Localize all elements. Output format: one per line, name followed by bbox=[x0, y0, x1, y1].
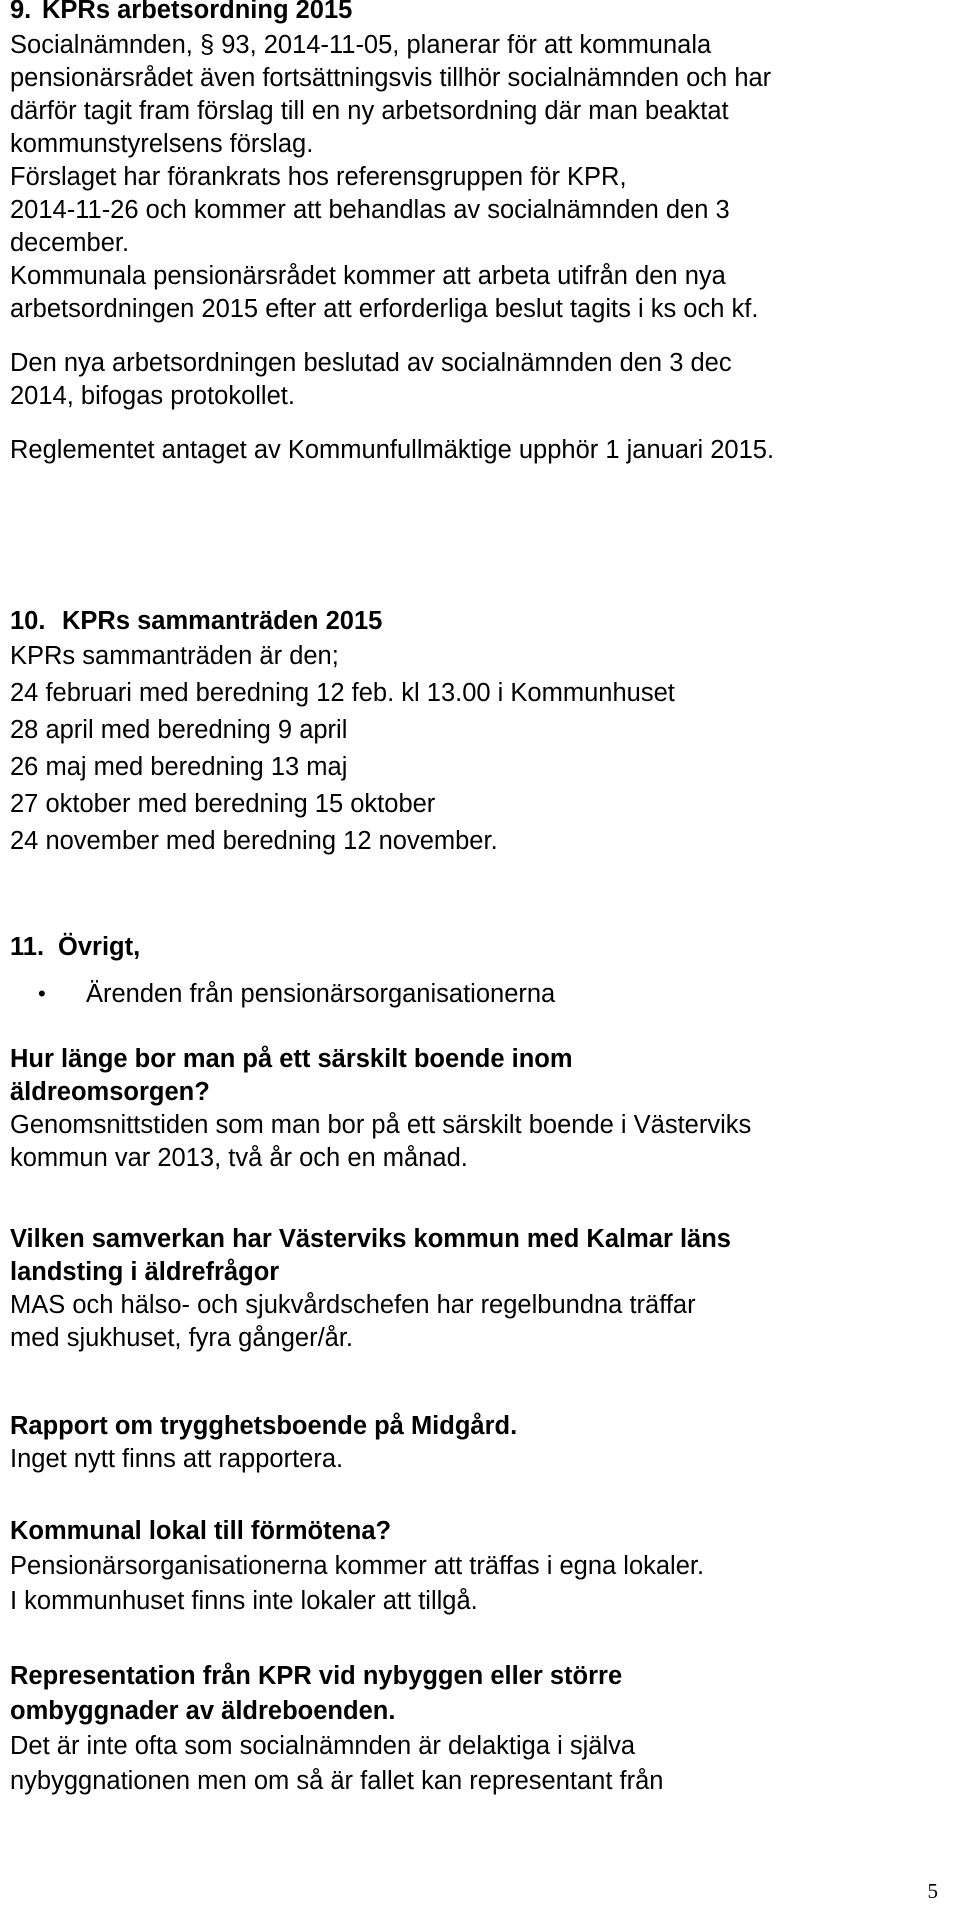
section-9-line: 2014-11-26 och kommer att behandlas av socialnämnden den 3 bbox=[10, 196, 730, 224]
topic-heading: Vilken samverkan har Västerviks kommun med Kalmar läns bbox=[10, 1225, 731, 1253]
section-9-line: därför tagit fram förslag till en ny arbetsordning där man beaktat bbox=[10, 97, 729, 125]
section-9-line: Den nya arbetsordningen beslutad av socialnämnden den 3 dec bbox=[10, 349, 732, 377]
section-9-line: Kommunala pensionärsrådet kommer att arbeta utifrån den nya bbox=[10, 262, 726, 290]
section-10-line: 24 november med beredning 12 november. bbox=[10, 827, 498, 855]
topic-heading: Kommunal lokal till förmötena? bbox=[10, 1517, 392, 1545]
topic-body: Det är inte ofta som socialnämnden är delaktiga i själva bbox=[10, 1732, 636, 1760]
topic-heading: landsting i äldrefrågor bbox=[10, 1258, 280, 1286]
section-9-line: Reglementet antaget av Kommunfullmäktige upphör 1 januari 2015. bbox=[10, 436, 775, 464]
topic-body: MAS och hälso- och sjukvårdschefen har regelbundna träffar bbox=[10, 1291, 696, 1319]
section-9-line: Förslaget har förankrats hos referensgruppen för KPR, bbox=[10, 163, 627, 191]
section-9-line: 2014, bifogas protokollet. bbox=[10, 382, 295, 410]
topic-body: med sjukhuset, fyra gånger/år. bbox=[10, 1324, 354, 1352]
topic-body: Genomsnittstiden som man bor på ett särskilt boende i Västerviks bbox=[10, 1111, 752, 1139]
section-9-line: arbetsordningen 2015 efter att erforderliga beslut tagits i ks och kf. bbox=[10, 295, 759, 323]
section-10-title: KPRs sammanträden 2015 bbox=[62, 607, 383, 635]
topic-body: nybyggnationen men om så är fallet kan representant från bbox=[10, 1767, 664, 1795]
topic-heading: ombyggnader av äldreboenden. bbox=[10, 1697, 396, 1725]
section-10-line: 26 maj med beredning 13 maj bbox=[10, 753, 348, 781]
section-9-title: KPRs arbetsordning 2015 bbox=[42, 0, 353, 24]
topic-body: Pensionärsorganisationerna kommer att träffas i egna lokaler. bbox=[10, 1552, 705, 1580]
bullet-item: Ärenden från pensionärsorganisationerna bbox=[86, 980, 556, 1008]
section-10-line: 28 april med beredning 9 april bbox=[10, 716, 348, 744]
section-9-line: december. bbox=[10, 229, 130, 257]
topic-body: kommun var 2013, två år och en månad. bbox=[10, 1144, 468, 1172]
topic-heading: Hur länge bor man på ett särskilt boende inom bbox=[10, 1045, 573, 1073]
topic-body: I kommunhuset finns inte lokaler att tillgå. bbox=[10, 1587, 478, 1615]
section-10-line: KPRs sammanträden är den; bbox=[10, 642, 339, 670]
section-10-line: 27 oktober med beredning 15 oktober bbox=[10, 790, 436, 818]
section-11-title: Övrigt, bbox=[58, 933, 141, 961]
bullet-icon: • bbox=[38, 981, 46, 1006]
section-9-line: pensionärsrådet även fortsättningsvis tillhör socialnämnden och har bbox=[10, 64, 772, 92]
topic-heading: äldreomsorgen? bbox=[10, 1078, 210, 1106]
section-10-number: 10. bbox=[10, 607, 46, 635]
section-9-line: kommunstyrelsens förslag. bbox=[10, 130, 314, 158]
section-9-number: 9. bbox=[10, 0, 32, 24]
section-10-line: 24 februari med beredning 12 feb. kl 13.00 i Kommunhuset bbox=[10, 679, 675, 707]
topic-heading: Representation från KPR vid nybyggen eller större bbox=[10, 1662, 623, 1690]
section-9-line: Socialnämnden, § 93, 2014-11-05, planerar för att kommunala bbox=[10, 31, 712, 59]
page-number: 5 bbox=[927, 1879, 938, 1903]
section-11-number: 11. bbox=[10, 933, 45, 961]
topic-heading: Rapport om trygghetsboende på Midgård. bbox=[10, 1412, 518, 1440]
topic-body: Inget nytt finns att rapportera. bbox=[10, 1445, 344, 1473]
